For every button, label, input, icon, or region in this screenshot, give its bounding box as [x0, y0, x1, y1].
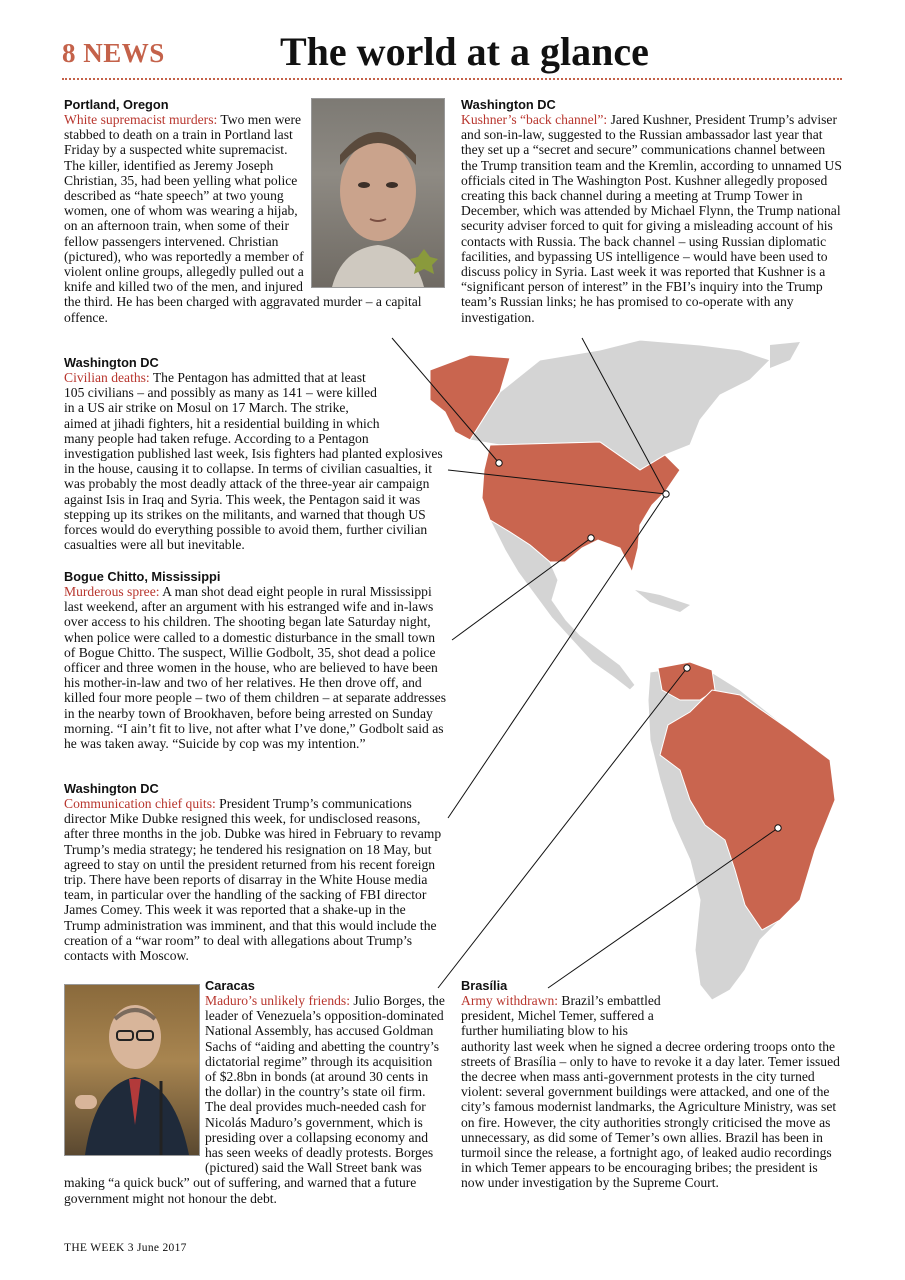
- page-title: The world at a glance: [280, 29, 649, 74]
- story-portland-body: [64, 112, 444, 325]
- map-wrap-spacer: [382, 370, 444, 445]
- story-body: The Pentagon has admitted that at least 105 civilians – and possibly as many as 141 – were killed in a US air strike on Mosul on 17 March. The strike, aimed at jihadi fighters, hit a residential building in which many people had taken refuge. According to a Pentagon investigation published last week, Isis fighters had planted explosives in the house, causing it to collapse. In terms of civilian casualties, it was probably the most deadly attack of the three-year air campaign against Isis in Iraq and Syria. This week, the Pentagon said it was stepping up its strikes on the militants, and warned that though US forces would do everything possible to avoid them, further civilian casualties were all but inevitable.: [64, 370, 443, 553]
- story-kicker: Civilian deaths:: [64, 370, 150, 385]
- story-body: Jared Kushner, President Trump’s adviser and son-in-law, suggested to the Russian ambassador last year that they set up a “secret and secure” communications channel between the Trump transition team and the Kremlin, according to unnamed US officials cited in The Washington Post. Kushner allegedly proposed creating this back channel during a meeting at Trump Tower in December, which was attended by Michael Flynn, the Trump national security adviser forced to quit for giving a misleading account of his contacts with Russia. The back channel – using Russian diplomatic facilities, and bypassing US intelligence – would have been used to discuss policy in Syria. Last week it was reported that Kushner is a “significant person of interest” in the FBI’s inquiry into the Trump team’s Russian links; he has promised to co-operate with any investigation.: [461, 112, 842, 325]
- map-greenland: [770, 342, 800, 368]
- story-civilian-deaths: [64, 355, 444, 552]
- story-kicker: White supremacist murders:: [64, 112, 218, 127]
- story-location: Brasília: [461, 978, 508, 993]
- photo-wrap-spacer: [308, 112, 444, 290]
- story-kushner: [461, 97, 843, 325]
- story-brasilia: [461, 978, 843, 1191]
- story-location: Portland, Oregon: [64, 97, 169, 112]
- story-body: Two men were stabbed to death on a train in Portland last Friday by a suspected white supremacist. The killer, identified as Jeremy Joseph Christian, 35, had been yelling what police described as “hate speech” at two young women, one of whom was wearing a hijab, on an afternoon train, when some of their fellow passengers intervened. Christian (pictured), who was reportedly a member of violent online groups, allegedly pulled out a knife and killed two of the men, and injured the third. He has been charged with aggravated murder – a capital offence.: [64, 112, 422, 325]
- story-location: Washington DC: [64, 355, 159, 370]
- story-body: President Trump’s communications director Mike Dubke resigned this week, for undisclosed reasons, after three months in the job. Dubke was hired in February to revamp Trump’s media strategy; he tendered his resignation on 18 May, but agreed to stay on until the president returned from his recent foreign trip. There have been reports of disarray in the White House media team, in particular over the handling of the sacking of FBI director James Comey. This week it was reported that a shake-up in the Trump administration was imminent, and that this would include the creation of a “war room” to deal with allegations about Trump’s contacts with Moscow.: [64, 796, 442, 964]
- story-location: Caracas: [205, 978, 255, 993]
- marker-bogue: [588, 535, 594, 541]
- story-portland: [64, 97, 309, 112]
- map-caribbean: [635, 590, 690, 612]
- story-location: Washington DC: [461, 97, 556, 112]
- story-dubke: [64, 781, 444, 963]
- story-body: Julio Borges, the leader of Venezuela’s opposition-dominated National Assembly, has accused Goldman Sachs of “aiding and abetting the country’s dictatorial regime” through its acquisition of $2.8bn in bonds (at around 30 cents in the dollar) in the country’s state oil firm. The deal provides much-needed cash for Nicolás Maduro’s government, which is presiding over a collapsing economy and has seen weeks of deadly protests. Borges (pictured) said the Wall Street bank was making “a quick buck” out of suffering, and warned that a future government might not honour the debt.: [64, 993, 445, 1206]
- section-label: 8 NEWS: [62, 38, 165, 68]
- story-location: Bogue Chitto, Mississippi: [64, 569, 221, 584]
- photo-wrap-spacer: [64, 978, 205, 1164]
- story-caracas: [64, 978, 446, 1206]
- story-body: Brazil’s embattled president, Michel Temer, suffered a further humiliating blow to his authority last week when he signed a decree ordering troops onto the streets of Brasília – only to have to revoke it a day later. Temer issued the decree when mass anti-government protests in the city turned violent: several government buildings were attacked, and one of the city’s famous modernist landmarks, the Agriculture Ministry, was set on fire. However, the city authorities strongly criticised the move as unnecessary, as did some of Temer’s own allies. Brazil has been in turmoil since the release, a fortnight ago, of leaked audio recordings in which Temer appears to be encouraging bribes; the president is now under investigation by the Supreme Court.: [461, 993, 840, 1191]
- marker-portland: [496, 460, 502, 466]
- marker-washington: [663, 491, 669, 497]
- leader-caracas: [438, 668, 687, 988]
- story-kicker: Army withdrawn:: [461, 993, 559, 1008]
- story-kicker: Kushner’s “back channel”:: [461, 112, 608, 127]
- story-kicker: Murderous spree:: [64, 584, 160, 599]
- map-wrap-spacer: [668, 978, 843, 1036]
- story-bogue-chitto: [64, 569, 446, 751]
- story-kicker: Communication chief quits:: [64, 796, 216, 811]
- marker-brasilia: [775, 825, 781, 831]
- story-kicker: Maduro’s unlikely friends:: [205, 993, 350, 1008]
- story-location: Washington DC: [64, 781, 159, 796]
- story-body: A man shot dead eight people in rural Mississippi last weekend, after an argument with his estranged wife and in-laws over access to his children. The shooting began late Saturday night, when police were called to a domestic disturbance in the small town of Bogue Chitto. The suspect, Willie Godbolt, 35, shot dead a police officer and three women in the house, who are believed to have been his mother-in-law and two of her relatives. He then drove off, and killed four more people – two of them children – at separate addresses in the nearby town of Brookhaven, before being arrested on Sunday morning. “I ain’t fit to live, not after what I’ve done,” Godbolt said as he was taken away. “Suicide by cop was my intention.”: [64, 584, 447, 752]
- marker-caracas: [684, 665, 690, 671]
- page-footer: THE WEEK 3 June 2017: [64, 1242, 187, 1254]
